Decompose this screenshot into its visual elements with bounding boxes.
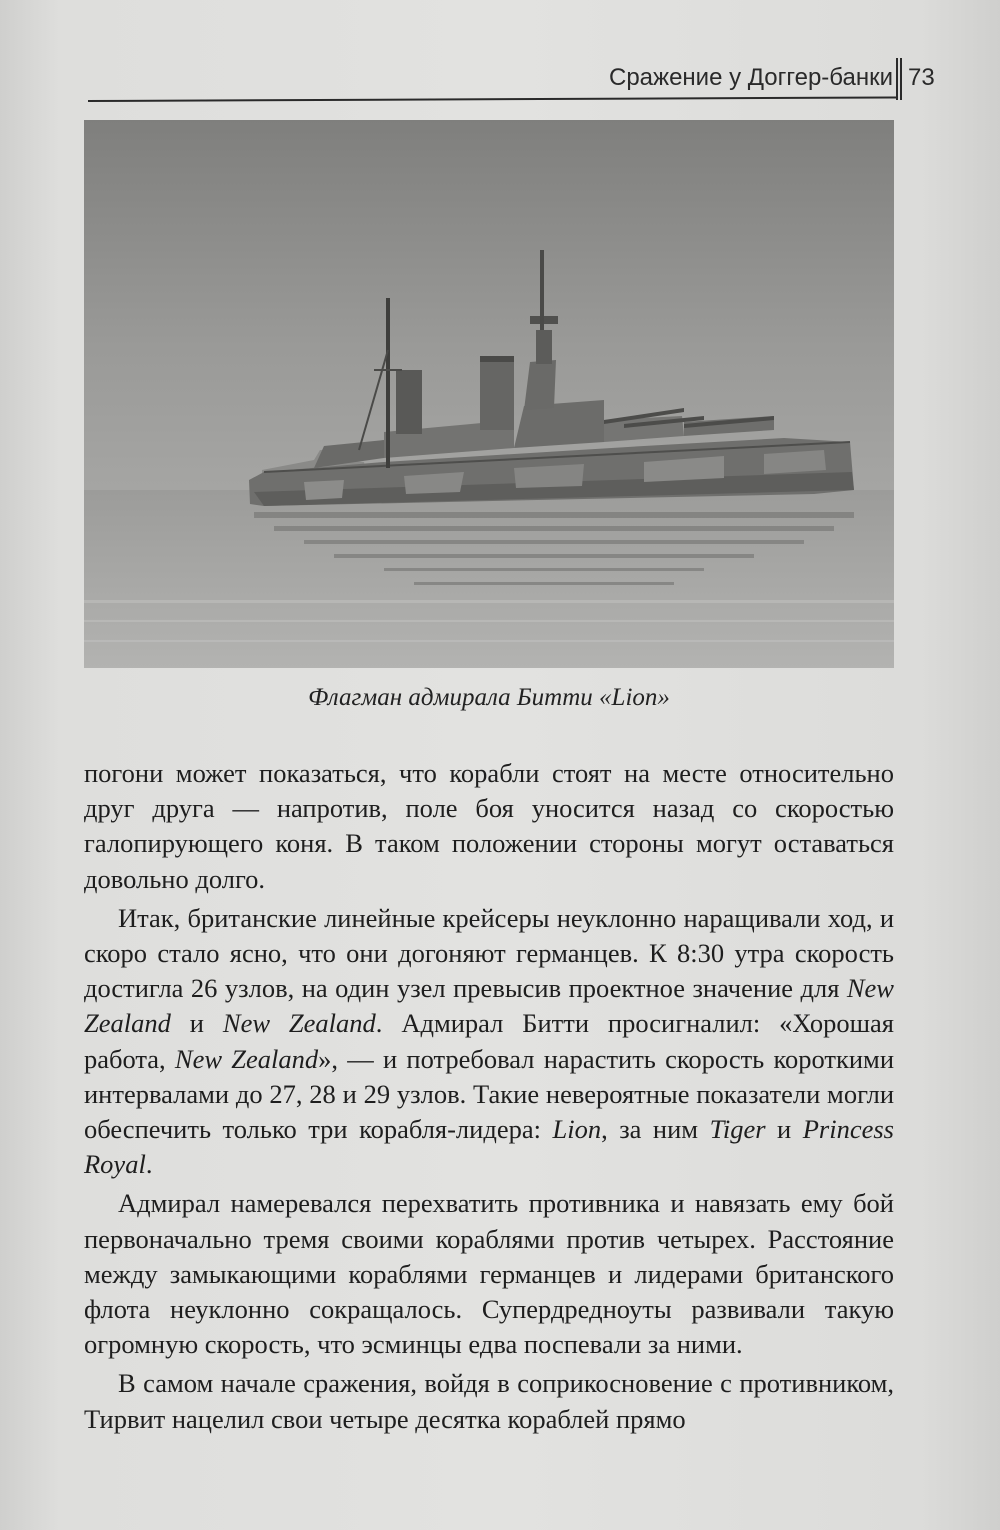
- caption-prefix: Флагман адмирала Битти «: [308, 684, 612, 711]
- p2-ship-2: New Zealand: [222, 1008, 376, 1039]
- paragraph-4: В самом начале сражения, войдя в соприкосновение с противником, Тирвит нацелил свои четыре десятка кораблей прямо: [84, 1368, 894, 1434]
- running-header: [0, 58, 1000, 102]
- p2-text-a: Итак, британские линейные крейсеры неуклонно наращивали ход, и скоро стало ясно, что они догоняют германцев. К 8:30 утра скорость достигла 26 узлов, на один узел превысив проектное значение для: [84, 902, 894, 1004]
- battleship-photo: [84, 120, 894, 668]
- p2-text-b: и: [170, 1008, 223, 1039]
- caption-suffix: »: [657, 684, 670, 711]
- p2-ship-6: Princess Royal: [84, 1114, 894, 1180]
- battleship-illustration: [84, 120, 894, 668]
- p2-text-f: и: [765, 1114, 803, 1145]
- p2-ship-5: Tiger: [709, 1114, 766, 1145]
- header-separator: [896, 58, 902, 100]
- chapter-title: Сражение у Доггер-банки: [608, 64, 893, 91]
- p2-text-d: », — и потребовал нарастить скорость короткими интервалами до 27, 28 и 29 узлов. Такие невероятные показатели могли обеспечить только три корабля-лидера:: [84, 1043, 894, 1145]
- paragraph-2: [84, 901, 894, 1183]
- p2-ship-3: New Zealand: [174, 1043, 319, 1074]
- body-text: [84, 756, 894, 1437]
- p2-text-c: . Адмирал Битти просигналил: «Хорошая работа,: [84, 1008, 894, 1074]
- p2-text-g: .: [145, 1149, 153, 1180]
- p2-ship-4: Lion: [552, 1114, 602, 1145]
- photo-caption: [84, 684, 894, 712]
- paragraph-3: Адмирал намеревался перехватить противника и навязать ему бой первоначально тремя своими кораблями против четырех. Расстояние между замыкающими кораблями германцев и лидерами британского флота неуклонно сокращалось. Супердредноуты развивали такую огромную скорость, что эсминцы едва поспевали за ними.: [84, 1188, 894, 1360]
- p2-ship-1: New Zealand: [84, 973, 894, 1039]
- page-number: 73: [908, 64, 935, 91]
- p2-text-e: , за ним: [601, 1114, 710, 1145]
- paragraph-1: погони может показаться, что корабли стоят на месте относительно друг друга — напротив, поле боя уносится назад со скоростью галопирующего коня. В таком положении стороны могут оставаться довольно долго.: [84, 758, 894, 894]
- caption-ship-name: Lion: [611, 684, 658, 711]
